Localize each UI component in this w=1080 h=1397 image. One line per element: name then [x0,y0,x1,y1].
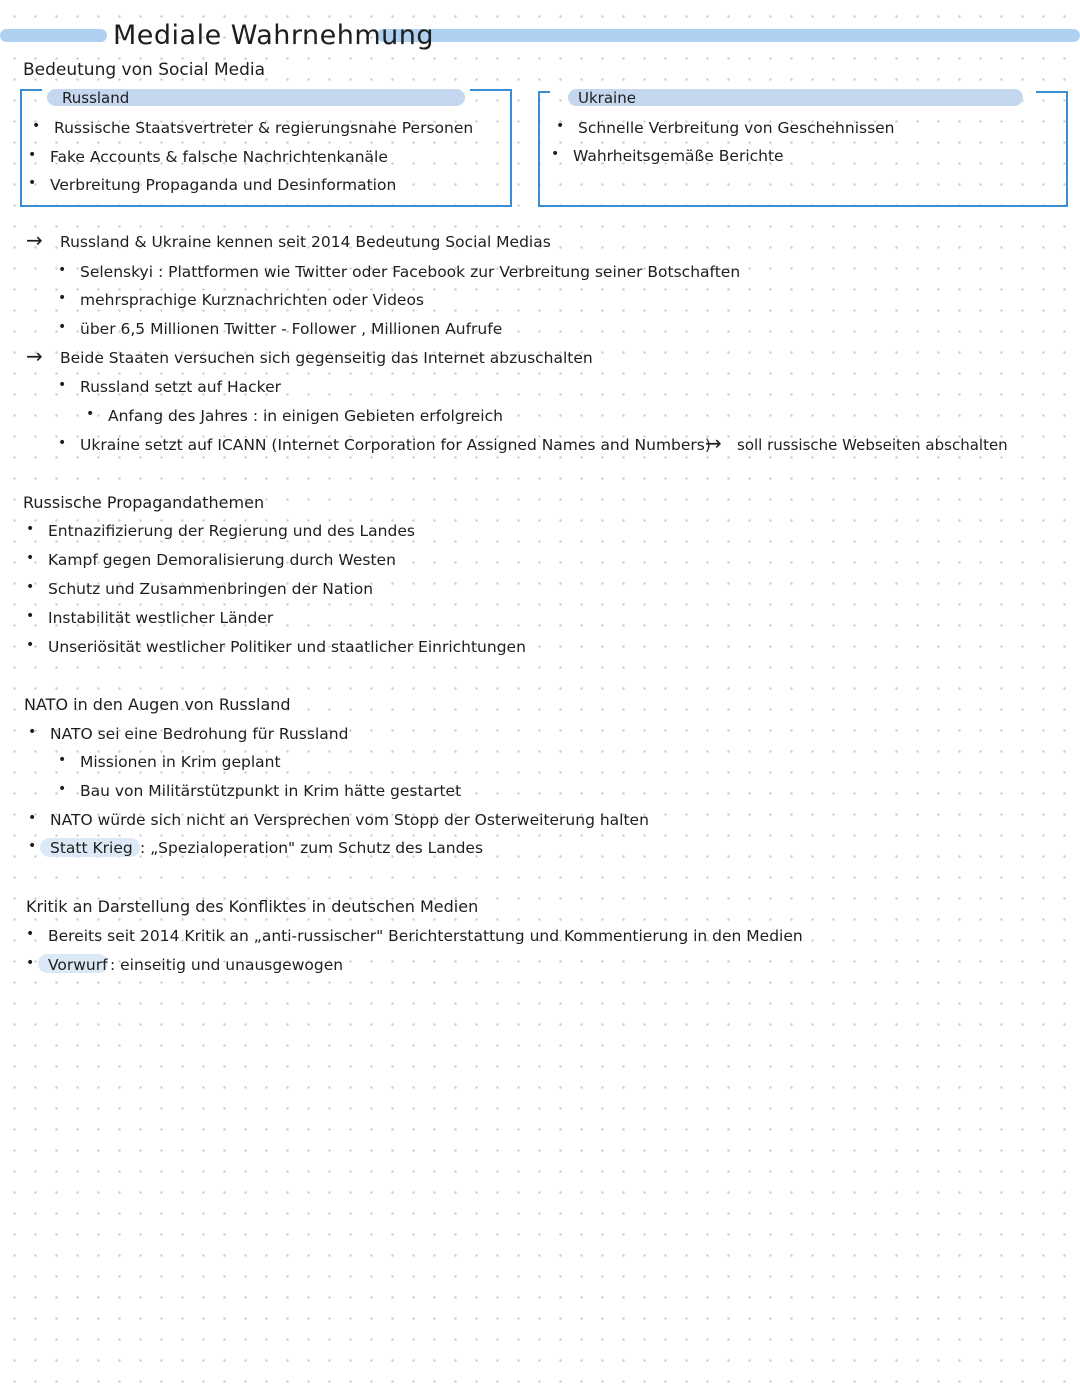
criticism-item-1: • Bereits seit 2014 Kritik an „anti-russischer" Berichterstattung und Kommentierung in den Medien [48,927,803,945]
section1-point2: Beide Staaten versuchen sich gegenseitig das Internet abzuschalten [60,349,593,367]
section1-point2-ukraine: • Ukraine setzt auf ICANN (Internet Corporation for Assigned Names and Numbers) [80,436,711,454]
propaganda-heading: Russische Propagandathemen [23,493,265,512]
russia-box-heading: Russland [62,89,130,107]
propaganda-item-4: • Instabilität westlicher Länder [48,609,273,627]
page-title: Mediale Wahrnehmung [113,20,435,51]
section-heading-social-media: Bedeutung von Social Media [23,60,266,80]
criticism-item-2-text: : einseitig und unausgewogen [110,956,344,974]
title-highlight-left [0,29,107,42]
nato-threat-item-2: • Bau von Militärstützpunkt in Krim hätte gestartet [80,782,461,800]
nato-threat: • NATO sei eine Bedrohung für Russland [50,725,348,743]
arrow-icon: → [705,431,722,455]
propaganda-item-2: • Kampf gegen Demoralisierung durch Westen [48,551,396,569]
section1-point1-item-1: • Selenskyi : Plattformen wie Twitter oder Facebook zur Verbreitung seiner Botschaften [80,263,740,281]
title-highlight-right [377,29,1080,42]
section1-point2-russia: • Russland setzt auf Hacker [80,378,281,396]
russia-item-3: • Verbreitung Propaganda und Desinformation [50,176,396,194]
criticism-heading: Kritik an Darstellung des Konfliktes in deutschen Medien [26,897,479,916]
russia-item-1: • Russische Staatsvertreter & regierungsnahe Personen [54,119,473,137]
ukraine-box-heading: Ukraine [578,89,636,107]
nato-threat-item-1: • Missionen in Krim geplant [80,753,281,771]
arrow-icon: → [26,344,43,368]
nato-heading: NATO in den Augen von Russland [24,695,291,714]
section1-point1-item-2: • mehrsprachige Kurznachrichten oder Videos [80,291,424,309]
propaganda-item-1: • Entnazifizierung der Regierung und des Landes [48,522,415,540]
ukraine-item-2: • Wahrheitsgemäße Berichte [573,147,784,165]
russia-item-2: • Fake Accounts & falsche Nachrichtenkanäle [50,148,388,166]
section1-point1-item-3: • über 6,5 Millionen Twitter - Follower , Millionen Aufrufe [80,320,502,338]
arrow-icon: → [26,228,43,252]
ukraine-box-title-bar [568,89,1023,106]
nato-instead-label: • Statt Krieg [50,839,133,857]
nato-promise: • NATO würde sich nicht an Versprechen vom Stopp der Osterweiterung halten [50,811,649,829]
section1-point2-russia-sub: • Anfang des Jahres : in einigen Gebieten erfolgreich [108,407,503,425]
propaganda-item-3: • Schutz und Zusammenbringen der Nation [48,580,373,598]
section1-point2-ukraine-result: soll russische Webseiten abschalten [737,436,1008,454]
ukraine-item-1: • Schnelle Verbreitung von Geschehnissen [578,119,895,137]
criticism-item-2-label: • Vorwurf [48,956,108,974]
section1-point1: Russland & Ukraine kennen seit 2014 Bedeutung Social Medias [60,233,551,251]
propaganda-item-5: • Unseriösität westlicher Politiker und staatlicher Einrichtungen [48,638,526,656]
nato-instead-text: : „Spezialoperation" zum Schutz des Landes [140,839,484,857]
